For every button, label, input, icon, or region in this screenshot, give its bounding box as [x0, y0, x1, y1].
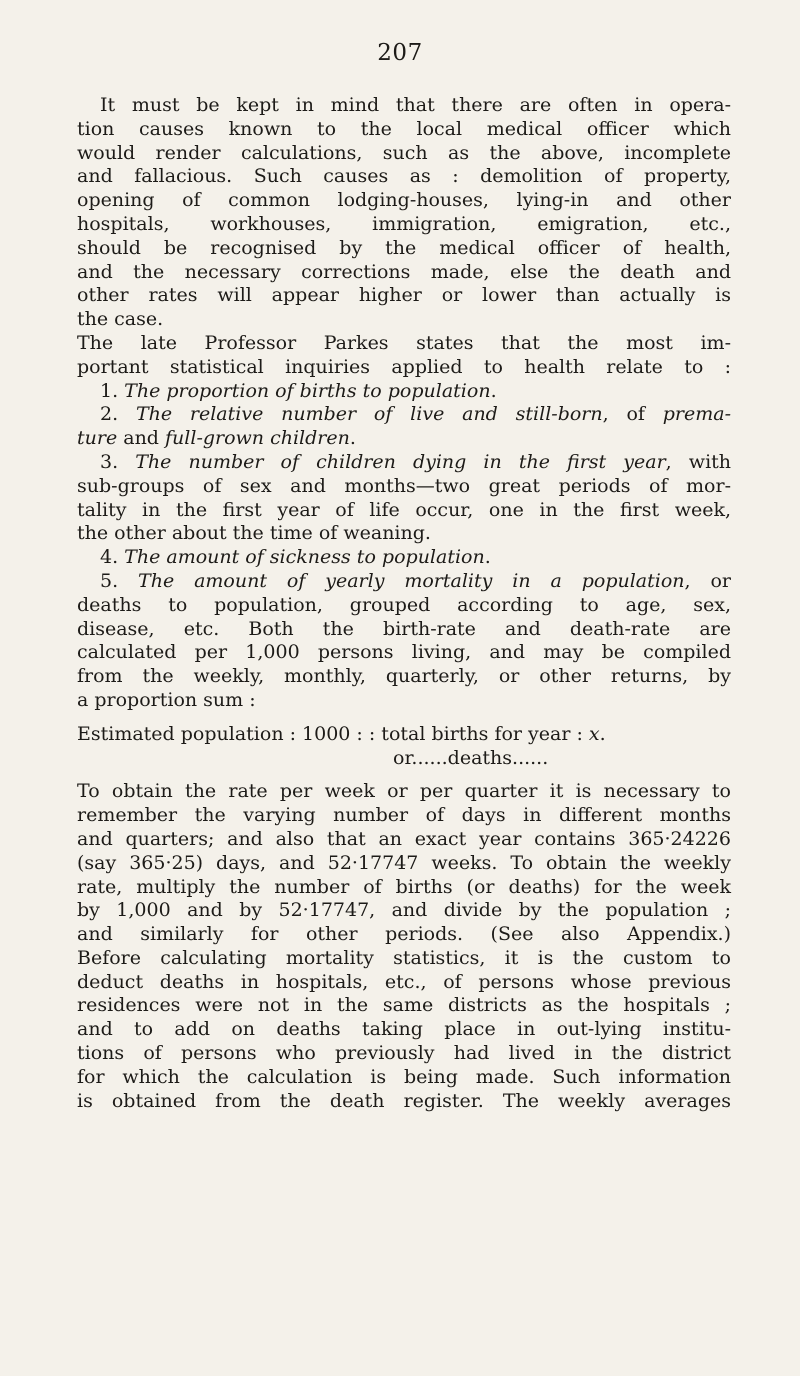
text-line: 4. The amount of sickness to population. — [100, 546, 491, 569]
text-line: 1. The proportion of births to population. — [100, 379, 497, 402]
text-line: Before calculating mortality statistics, it is the custom to — [77, 946, 731, 969]
text-line: hospitals, workhouses, immigration, emigration, etc., — [77, 212, 731, 235]
text-line: by 1,000 and by 52·17747, and divide by the population ; — [77, 899, 731, 922]
text-line: disease, etc. Both the birth-rate and death-rate are — [77, 617, 731, 640]
text-line: calculated per 1,000 persons living, and may be compiled — [77, 641, 731, 664]
text-line: To obtain the rate per week or per quarter it is necessary to — [77, 780, 731, 803]
text-line: should be recognised by the medical officer of health, — [77, 236, 731, 259]
text-line: ture and full-grown children. — [77, 427, 356, 450]
text-line: or......deaths...... — [393, 746, 549, 769]
text-line: the other about the time of weaning. — [77, 522, 431, 545]
text-line: a proportion sum : — [77, 688, 256, 711]
text-line: is obtained from the death register. The weekly averages — [77, 1089, 731, 1112]
text-line: portant statistical inquiries applied to health relate to : — [77, 355, 731, 378]
text-line: from the weekly, monthly, quarterly, or other returns, by — [77, 665, 731, 688]
text-line: The late Professor Parkes states that the most im- — [77, 331, 731, 354]
text-line: and the necessary corrections made, else the death and — [77, 260, 731, 283]
text-line: deduct deaths in hospitals, etc., of persons whose previous — [77, 970, 731, 993]
text-line: and fallacious. Such causes as : demolition of property, — [77, 165, 731, 188]
text-line: tality in the first year of life occur, one in the first week, — [77, 498, 731, 521]
text-line: Estimated population : 1000 : : total births for year : x. — [77, 722, 606, 745]
text-line: and similarly for other periods. (See also Appendix.) — [77, 923, 731, 946]
text-line: 2. The relative number of live and still-born, of prema- — [100, 403, 731, 426]
text-line: 5. The amount of yearly mortality in a population, or — [100, 569, 731, 592]
page-number: 207 — [377, 40, 423, 66]
page-body-text — [77, 94, 731, 1113]
text-line: residences were not in the same districts as the hospitals ; — [77, 994, 731, 1017]
text-line: opening of common lodging-houses, lying-in and other — [77, 189, 731, 212]
text-line: deaths to population, grouped according to age, sex, — [77, 593, 731, 616]
text-line: and to add on deaths taking place in out-lying institu- — [77, 1018, 731, 1041]
text-line: (say 365·25) days, and 52·17747 weeks. To obtain the weekly — [77, 851, 731, 874]
text-line: It must be kept in mind that there are often in opera- — [100, 94, 731, 116]
text-line: remember the varying number of days in different months — [77, 804, 731, 827]
text-line: and quarters; and also that an exact year contains 365·24226 — [77, 827, 731, 850]
text-line: tion causes known to the local medical officer which — [77, 117, 731, 140]
text-line: sub-groups of sex and months—two great periods of mor- — [77, 474, 731, 497]
text-line: rate, multiply the number of births (or deaths) for the week — [77, 875, 731, 898]
text-line: the case. — [77, 308, 164, 331]
text-line: would render calculations, such as the above, incomplete — [77, 141, 731, 164]
text-line: tions of persons who previously had lived in the district — [77, 1042, 731, 1065]
text-line: other rates will appear higher or lower than actually is — [77, 284, 731, 307]
text-line: for which the calculation is being made. Such information — [77, 1065, 731, 1088]
text-line: 3. The number of children dying in the first year, with — [100, 450, 732, 473]
